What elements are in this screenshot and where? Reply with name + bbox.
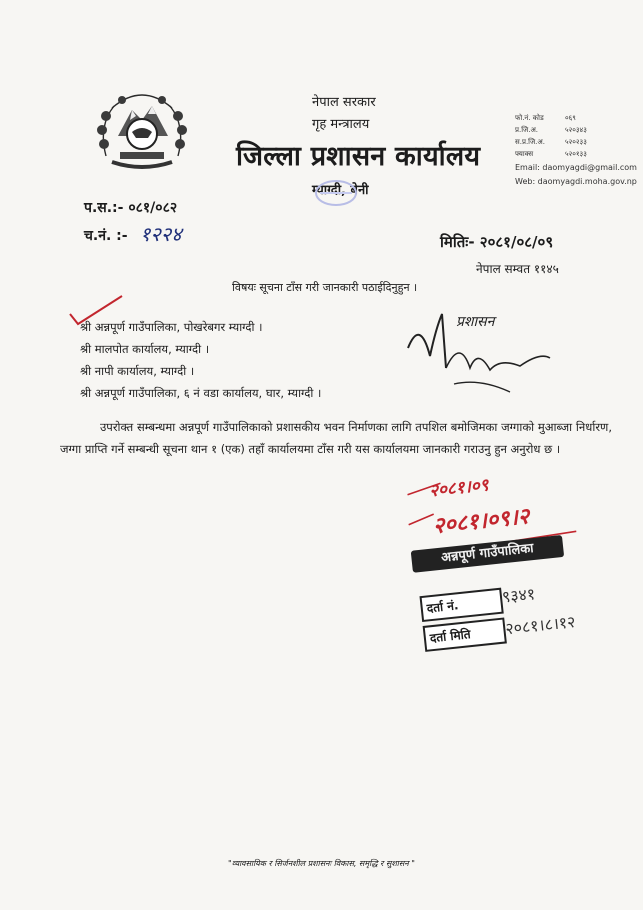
darta-number-label: दर्ता नं.: [419, 588, 503, 622]
govt-name: नेपाल सरकार: [312, 95, 376, 110]
nepal-samvat: नेपाल सम्वत ११४५: [476, 262, 559, 276]
addressee-item: श्री मालपोत कार्यालय, म्याग्दी ।: [80, 342, 210, 356]
registration-stamp: [411, 534, 586, 661]
faint-stamp-mark: [312, 178, 360, 208]
contact-email: Email: daomyagdi@gmail.com: [515, 163, 637, 172]
contact-block: [515, 112, 637, 188]
letter-date: मितिः- २०८१/०८/०९: [440, 233, 554, 251]
red-date-2: २०८१।०९।२: [431, 503, 531, 540]
office-location: म्याग्दी, बेनी: [312, 183, 369, 198]
darta-date-value: २०८१।८।१२: [504, 612, 577, 639]
contact-row: प्र.जि.अ. ५२०३४३: [515, 126, 587, 134]
ministry-name: गृह मन्त्रालय: [312, 117, 370, 132]
footer-motto: "व्यावसायिक र सिर्जनशील प्रशासनः विकास, समृद्धि र सुशासन ": [228, 859, 415, 868]
contact-row: स.प्र.जि.अ. ५२०२३३: [515, 138, 587, 146]
darta-number-value: ९३४१: [501, 584, 537, 607]
stamp-office-name: अन्नपूर्ण गाउँपालिका: [411, 535, 564, 573]
office-title: जिल्ला प्रशासन कार्यालय: [236, 141, 481, 172]
contact-row: फ्याक्स ५२०१३३: [515, 150, 587, 158]
reference-ps: प.स.:- ०८१/०८२: [84, 200, 178, 216]
letter-body: उपरोक्त सम्बन्धमा अन्नपूर्ण गाउँपालिकाको प्रशासकीय भवन निर्माणका लागि तपशिल बमोजिमका जग्गाको मुआब्जा निर्धारण, जग्गा प्राप्ति गर्ने सम्बन्धी सूचना थान १ (एक) तहाँ कार्यालयमा टाँस गरी यस कार्यालयमा जानकारी गराउनु हुन अनुरोध छ ।: [60, 420, 612, 456]
signature-note: प्रशासन: [456, 314, 495, 330]
nepal-emblem-icon: [92, 86, 192, 174]
addressee-item: श्री अन्नपूर्ण गाउँपालिका, पोखरेबगर म्याग्दी ।: [80, 320, 263, 334]
reference-cn-handwritten: १२२४: [140, 222, 182, 246]
contact-row: फो.नं. कोड ०६९: [515, 114, 576, 122]
red-check-mark: [66, 292, 126, 328]
darta-date-label: दर्ता मिति: [423, 617, 507, 651]
addressee-list: [80, 316, 321, 404]
subject-line: विषयः सूचना टाँस गरी जानकारी पठाईदिनुहुन ।: [232, 281, 418, 294]
contact-web: Web: daomyagdi.moha.gov.np: [515, 177, 637, 186]
addressee-item: श्री नापी कार्यालय, म्याग्दी ।: [80, 364, 195, 378]
addressee-item: श्री अन्नपूर्ण गाउँपालिका, ६ नं वडा कार्यालय, घार, म्याग्दी ।: [80, 386, 322, 400]
reference-cn-label: च.नं. :-: [84, 228, 128, 244]
red-date-1: २०८१।०९: [428, 475, 490, 502]
